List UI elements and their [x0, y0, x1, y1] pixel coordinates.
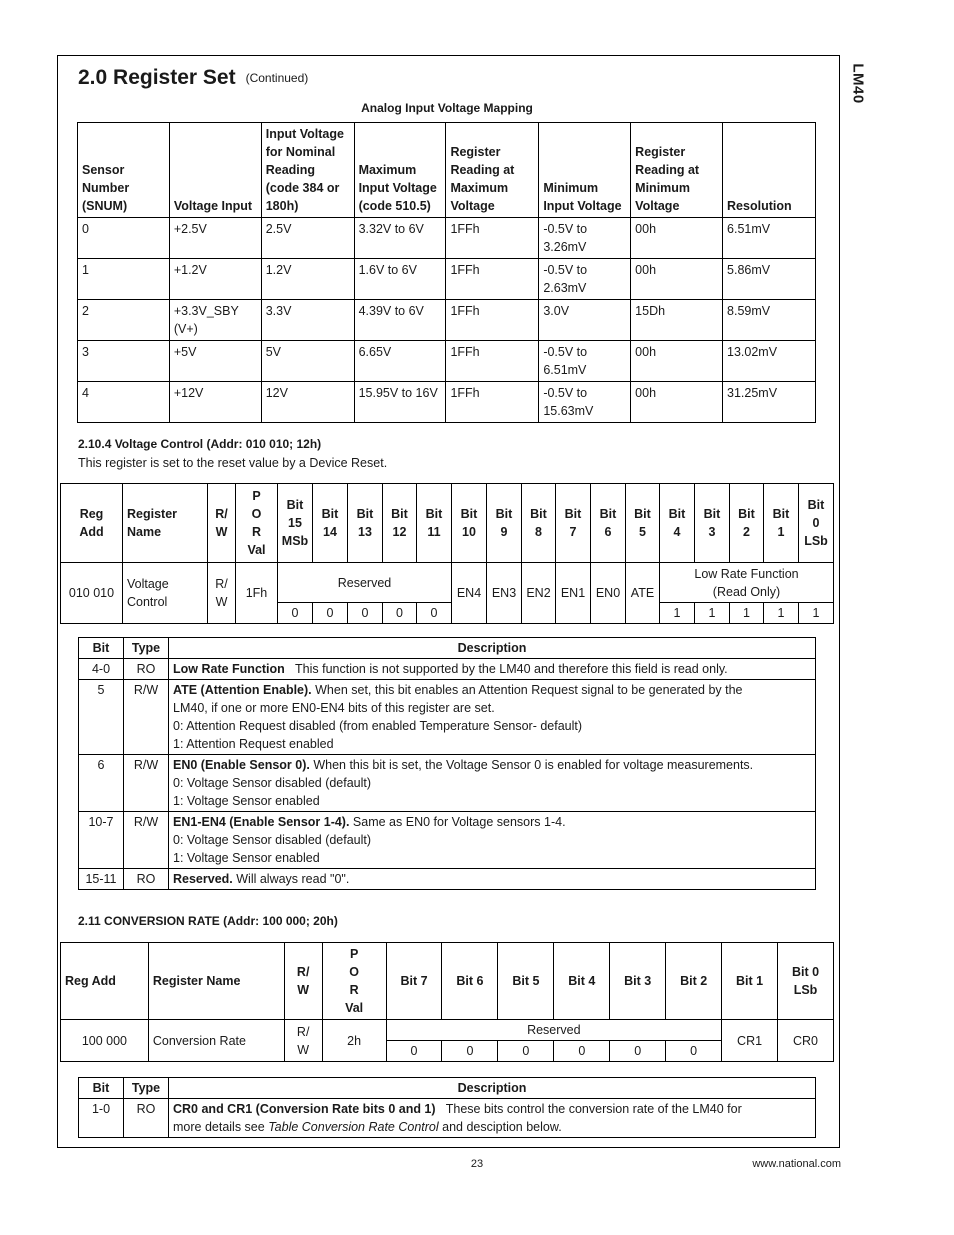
- voltage-mapping-table: [77, 122, 816, 423]
- mapping-cell: 3.32V to 6V: [354, 218, 446, 259]
- cr-bit-value: 0: [554, 1041, 610, 1062]
- mapping-cell: 1.6V to 6V: [354, 259, 446, 300]
- cr-por: 2h: [322, 1020, 386, 1062]
- crd-type: RO: [124, 1099, 169, 1138]
- vcd-type: R/W: [124, 755, 169, 812]
- cr-header-row: [61, 943, 834, 1020]
- vc-head-bit: Bit 11: [417, 484, 452, 563]
- mapping-cell: 1.2V: [261, 259, 354, 300]
- vc-en1: EN1: [556, 563, 591, 624]
- vc-head-bit: Bit 14: [313, 484, 348, 563]
- vcd-type: R/W: [124, 812, 169, 869]
- mapping-cell: 1: [78, 259, 170, 300]
- vc-head-bit: Bit 8: [522, 484, 556, 563]
- crd-header-row: [79, 1078, 816, 1099]
- mapping-header-3: Maximum Input Voltage (code 510.5): [354, 123, 446, 218]
- vc-bit-value: 1: [695, 603, 730, 624]
- mapping-cell: -0.5V to 15.63mV: [539, 382, 631, 423]
- crd-head-type: Type: [124, 1078, 169, 1099]
- vc-head-por: P O R Val: [236, 484, 278, 563]
- cr-head-bit: Bit 5: [498, 943, 554, 1020]
- section-continued: (Continued): [245, 71, 309, 85]
- vc-head-bit: Bit 13: [348, 484, 383, 563]
- mapping-cell: 31.25mV: [723, 382, 816, 423]
- mapping-cell: 3.0V: [539, 300, 631, 341]
- vc-regadd: 010 010: [61, 563, 123, 624]
- conversion-rate-heading: 2.11 CONVERSION RATE (Addr: 100 000; 20h): [78, 914, 338, 928]
- mapping-cell: 15.95V to 16V: [354, 382, 446, 423]
- vc-head-bit: Bit 1: [764, 484, 799, 563]
- mapping-header-0: Sensor Number (SNUM): [78, 123, 170, 218]
- footer-url: www.national.com: [752, 1158, 841, 1170]
- cr-regname: Conversion Rate: [148, 1020, 284, 1062]
- mapping-caption: Analog Input Voltage Mapping: [361, 101, 533, 115]
- vcd-description: Reserved. Will always read "0".: [169, 869, 816, 890]
- section-title: [78, 66, 308, 90]
- side-tab-label: LM40: [849, 63, 867, 104]
- cr-head-bit: Bit 2: [666, 943, 722, 1020]
- section-title-text: 2.0 Register Set: [78, 66, 236, 89]
- cr-head-regadd: Reg Add: [61, 943, 149, 1020]
- vc-head-bit: Bit 15 MSb: [278, 484, 313, 563]
- page-number: 23: [470, 1158, 484, 1170]
- crd-head-bit: Bit: [79, 1078, 124, 1099]
- side-tab: [848, 55, 870, 115]
- vc-head-regadd: Reg Add: [61, 484, 123, 563]
- mapping-cell: 00h: [631, 218, 723, 259]
- vc-value-row: [61, 563, 834, 603]
- vc-head-bit: Bit 6: [591, 484, 626, 563]
- cr-cr0: CR0: [778, 1020, 834, 1062]
- cr-value-row: [61, 1020, 834, 1041]
- vc-head-bit: Bit 2: [730, 484, 764, 563]
- cr-bit-value: 0: [386, 1041, 442, 1062]
- mapping-cell: -0.5V to 6.51mV: [539, 341, 631, 382]
- mapping-cell: 1FFh: [446, 382, 539, 423]
- mapping-cell: +5V: [169, 341, 261, 382]
- mapping-cell: 1FFh: [446, 341, 539, 382]
- mapping-cell: 2.5V: [261, 218, 354, 259]
- cr-head-bit: Bit 0 LSb: [778, 943, 834, 1020]
- crd-bit: 1-0: [79, 1099, 124, 1138]
- mapping-row: [78, 341, 816, 382]
- vc-head-bit: Bit 5: [626, 484, 660, 563]
- vcd-description: ATE (Attention Enable). When set, this bit enables an Attention Request signal to be generated by the LM40, if one or more EN0-EN4 bits of this register are set. 0: Attention Request disabled (from enabled Temperature Sensor- default) 1: Attention Request enabled: [169, 680, 816, 755]
- mapping-header-4: Register Reading at Maximum Voltage: [446, 123, 539, 218]
- vc-en4: EN4: [452, 563, 487, 624]
- vcd-bit: 6: [79, 755, 124, 812]
- mapping-cell: 12V: [261, 382, 354, 423]
- mapping-cell: -0.5V to 3.26mV: [539, 218, 631, 259]
- vcd-head-desc: Description: [169, 638, 816, 659]
- vcd-row: [79, 755, 816, 812]
- mapping-cell: +12V: [169, 382, 261, 423]
- mapping-header-6: Register Reading at Minimum Voltage: [631, 123, 723, 218]
- vc-bit-value: 0: [313, 603, 348, 624]
- conversion-rate-description-table: [78, 1077, 816, 1138]
- vcd-header-row: [79, 638, 816, 659]
- crd-row: [79, 1099, 816, 1138]
- mapping-cell: 4: [78, 382, 170, 423]
- voltage-control-heading: 2.10.4 Voltage Control (Addr: 010 010; 12h): [78, 437, 322, 451]
- cr-head-bit: Bit 3: [610, 943, 666, 1020]
- vc-bit-value: 1: [660, 603, 695, 624]
- mapping-cell: 3.3V: [261, 300, 354, 341]
- vc-rw: R/ W: [208, 563, 236, 624]
- vcd-description: Low Rate Function This function is not supported by the LM40 and therefore this field is read only.: [169, 659, 816, 680]
- vcd-bit: 10-7: [79, 812, 124, 869]
- conversion-rate-register-table: [60, 942, 834, 1062]
- vcd-description: EN1-EN4 (Enable Sensor 1-4). Same as EN0 for Voltage sensors 1-4. 0: Voltage Sensor disabled (default) 1: Voltage Sensor enabled: [169, 812, 816, 869]
- vcd-bit: 15-11: [79, 869, 124, 890]
- mapping-cell: 2: [78, 300, 170, 341]
- mapping-cell: 1FFh: [446, 259, 539, 300]
- mapping-header-5: Minimum Input Voltage: [539, 123, 631, 218]
- cr-head-bit: Bit 4: [554, 943, 610, 1020]
- vc-bit-value: 1: [764, 603, 799, 624]
- mapping-cell: +2.5V: [169, 218, 261, 259]
- vc-en2: EN2: [522, 563, 556, 624]
- mapping-cell: 1FFh: [446, 300, 539, 341]
- vc-head-bit: Bit 12: [383, 484, 417, 563]
- mapping-cell: 00h: [631, 382, 723, 423]
- cr-cr1: CR1: [722, 1020, 778, 1062]
- vcd-row: [79, 680, 816, 755]
- vc-bit-value: 1: [730, 603, 764, 624]
- mapping-cell: 4.39V to 6V: [354, 300, 446, 341]
- cr-head-rw: R/ W: [284, 943, 322, 1020]
- mapping-cell: 3: [78, 341, 170, 382]
- cr-bit-value: 0: [442, 1041, 498, 1062]
- mapping-header-2: Input Voltage for Nominal Reading (code 384 or 180h): [261, 123, 354, 218]
- vcd-type: R/W: [124, 680, 169, 755]
- vc-bit-value: 0: [417, 603, 452, 624]
- vc-ate: ATE: [626, 563, 660, 624]
- vc-head-bit: Bit 10: [452, 484, 487, 563]
- vcd-row: [79, 812, 816, 869]
- mapping-cell: 6.51mV: [723, 218, 816, 259]
- mapping-cell: 8.59mV: [723, 300, 816, 341]
- vc-por: 1Fh: [236, 563, 278, 624]
- mapping-cell: 13.02mV: [723, 341, 816, 382]
- mapping-cell: -0.5V to 2.63mV: [539, 259, 631, 300]
- vc-bit-value: 0: [278, 603, 313, 624]
- vcd-head-type: Type: [124, 638, 169, 659]
- vc-bit-value: 0: [348, 603, 383, 624]
- vc-head-regname: Register Name: [123, 484, 208, 563]
- cr-regadd: 100 000: [61, 1020, 149, 1062]
- crd-description: CR0 and CR1 (Conversion Rate bits 0 and 1) These bits control the conversion rate of the LM40 for more details see Table Conversion Rate Control and desciption below.: [169, 1099, 816, 1138]
- vc-header-row: [61, 484, 834, 563]
- cr-head-bit: Bit 1: [722, 943, 778, 1020]
- mapping-header-7: Resolution: [723, 123, 816, 218]
- vc-head-bit: Bit 7: [556, 484, 591, 563]
- vcd-type: RO: [124, 869, 169, 890]
- vc-head-bit: Bit 3: [695, 484, 730, 563]
- mapping-row: [78, 300, 816, 341]
- vc-head-bit: Bit 4: [660, 484, 695, 563]
- cr-rw: R/ W: [284, 1020, 322, 1062]
- mapping-row: [78, 382, 816, 423]
- vc-reserved: Reserved: [278, 563, 452, 603]
- mapping-cell: 5V: [261, 341, 354, 382]
- voltage-control-register-table: [60, 483, 834, 624]
- mapping-header-row: [78, 123, 816, 218]
- vcd-head-bit: Bit: [79, 638, 124, 659]
- mapping-cell: 1FFh: [446, 218, 539, 259]
- mapping-row: [78, 259, 816, 300]
- vc-head-bit: Bit 0 LSb: [799, 484, 834, 563]
- vc-bit-value: 0: [383, 603, 417, 624]
- voltage-control-description-table: [78, 637, 816, 890]
- vcd-bit: 5: [79, 680, 124, 755]
- cr-head-por: P O R Val: [322, 943, 386, 1020]
- mapping-cell: 6.65V: [354, 341, 446, 382]
- vc-en3: EN3: [487, 563, 522, 624]
- crd-head-desc: Description: [169, 1078, 816, 1099]
- vc-bit-value: 1: [799, 603, 834, 624]
- mapping-cell: 15Dh: [631, 300, 723, 341]
- vc-regname: Voltage Control: [123, 563, 208, 624]
- mapping-cell: +1.2V: [169, 259, 261, 300]
- vcd-type: RO: [124, 659, 169, 680]
- cr-reserved: Reserved: [386, 1020, 722, 1041]
- cr-head-regname: Register Name: [148, 943, 284, 1020]
- cr-bit-value: 0: [610, 1041, 666, 1062]
- vcd-row: [79, 869, 816, 890]
- cr-head-bit: Bit 7: [386, 943, 442, 1020]
- vc-head-bit: Bit 9: [487, 484, 522, 563]
- vc-lowrate: Low Rate Function (Read Only): [660, 563, 834, 603]
- voltage-control-text: This register is set to the reset value by a Device Reset.: [78, 456, 388, 470]
- mapping-header-1: Voltage Input: [169, 123, 261, 218]
- vcd-bit: 4-0: [79, 659, 124, 680]
- mapping-cell: 00h: [631, 259, 723, 300]
- mapping-row: [78, 218, 816, 259]
- mapping-cell: +3.3V_SBY (V+): [169, 300, 261, 341]
- vcd-description: EN0 (Enable Sensor 0). When this bit is set, the Voltage Sensor 0 is enabled for voltage measurements. 0: Voltage Sensor disabled (default) 1: Voltage Sensor enabled: [169, 755, 816, 812]
- vc-head-rw: R/ W: [208, 484, 236, 563]
- vc-en0: EN0: [591, 563, 626, 624]
- cr-bit-value: 0: [666, 1041, 722, 1062]
- mapping-cell: 0: [78, 218, 170, 259]
- mapping-cell: 5.86mV: [723, 259, 816, 300]
- mapping-cell: 00h: [631, 341, 723, 382]
- cr-bit-value: 0: [498, 1041, 554, 1062]
- cr-head-bit: Bit 6: [442, 943, 498, 1020]
- vcd-row: [79, 659, 816, 680]
